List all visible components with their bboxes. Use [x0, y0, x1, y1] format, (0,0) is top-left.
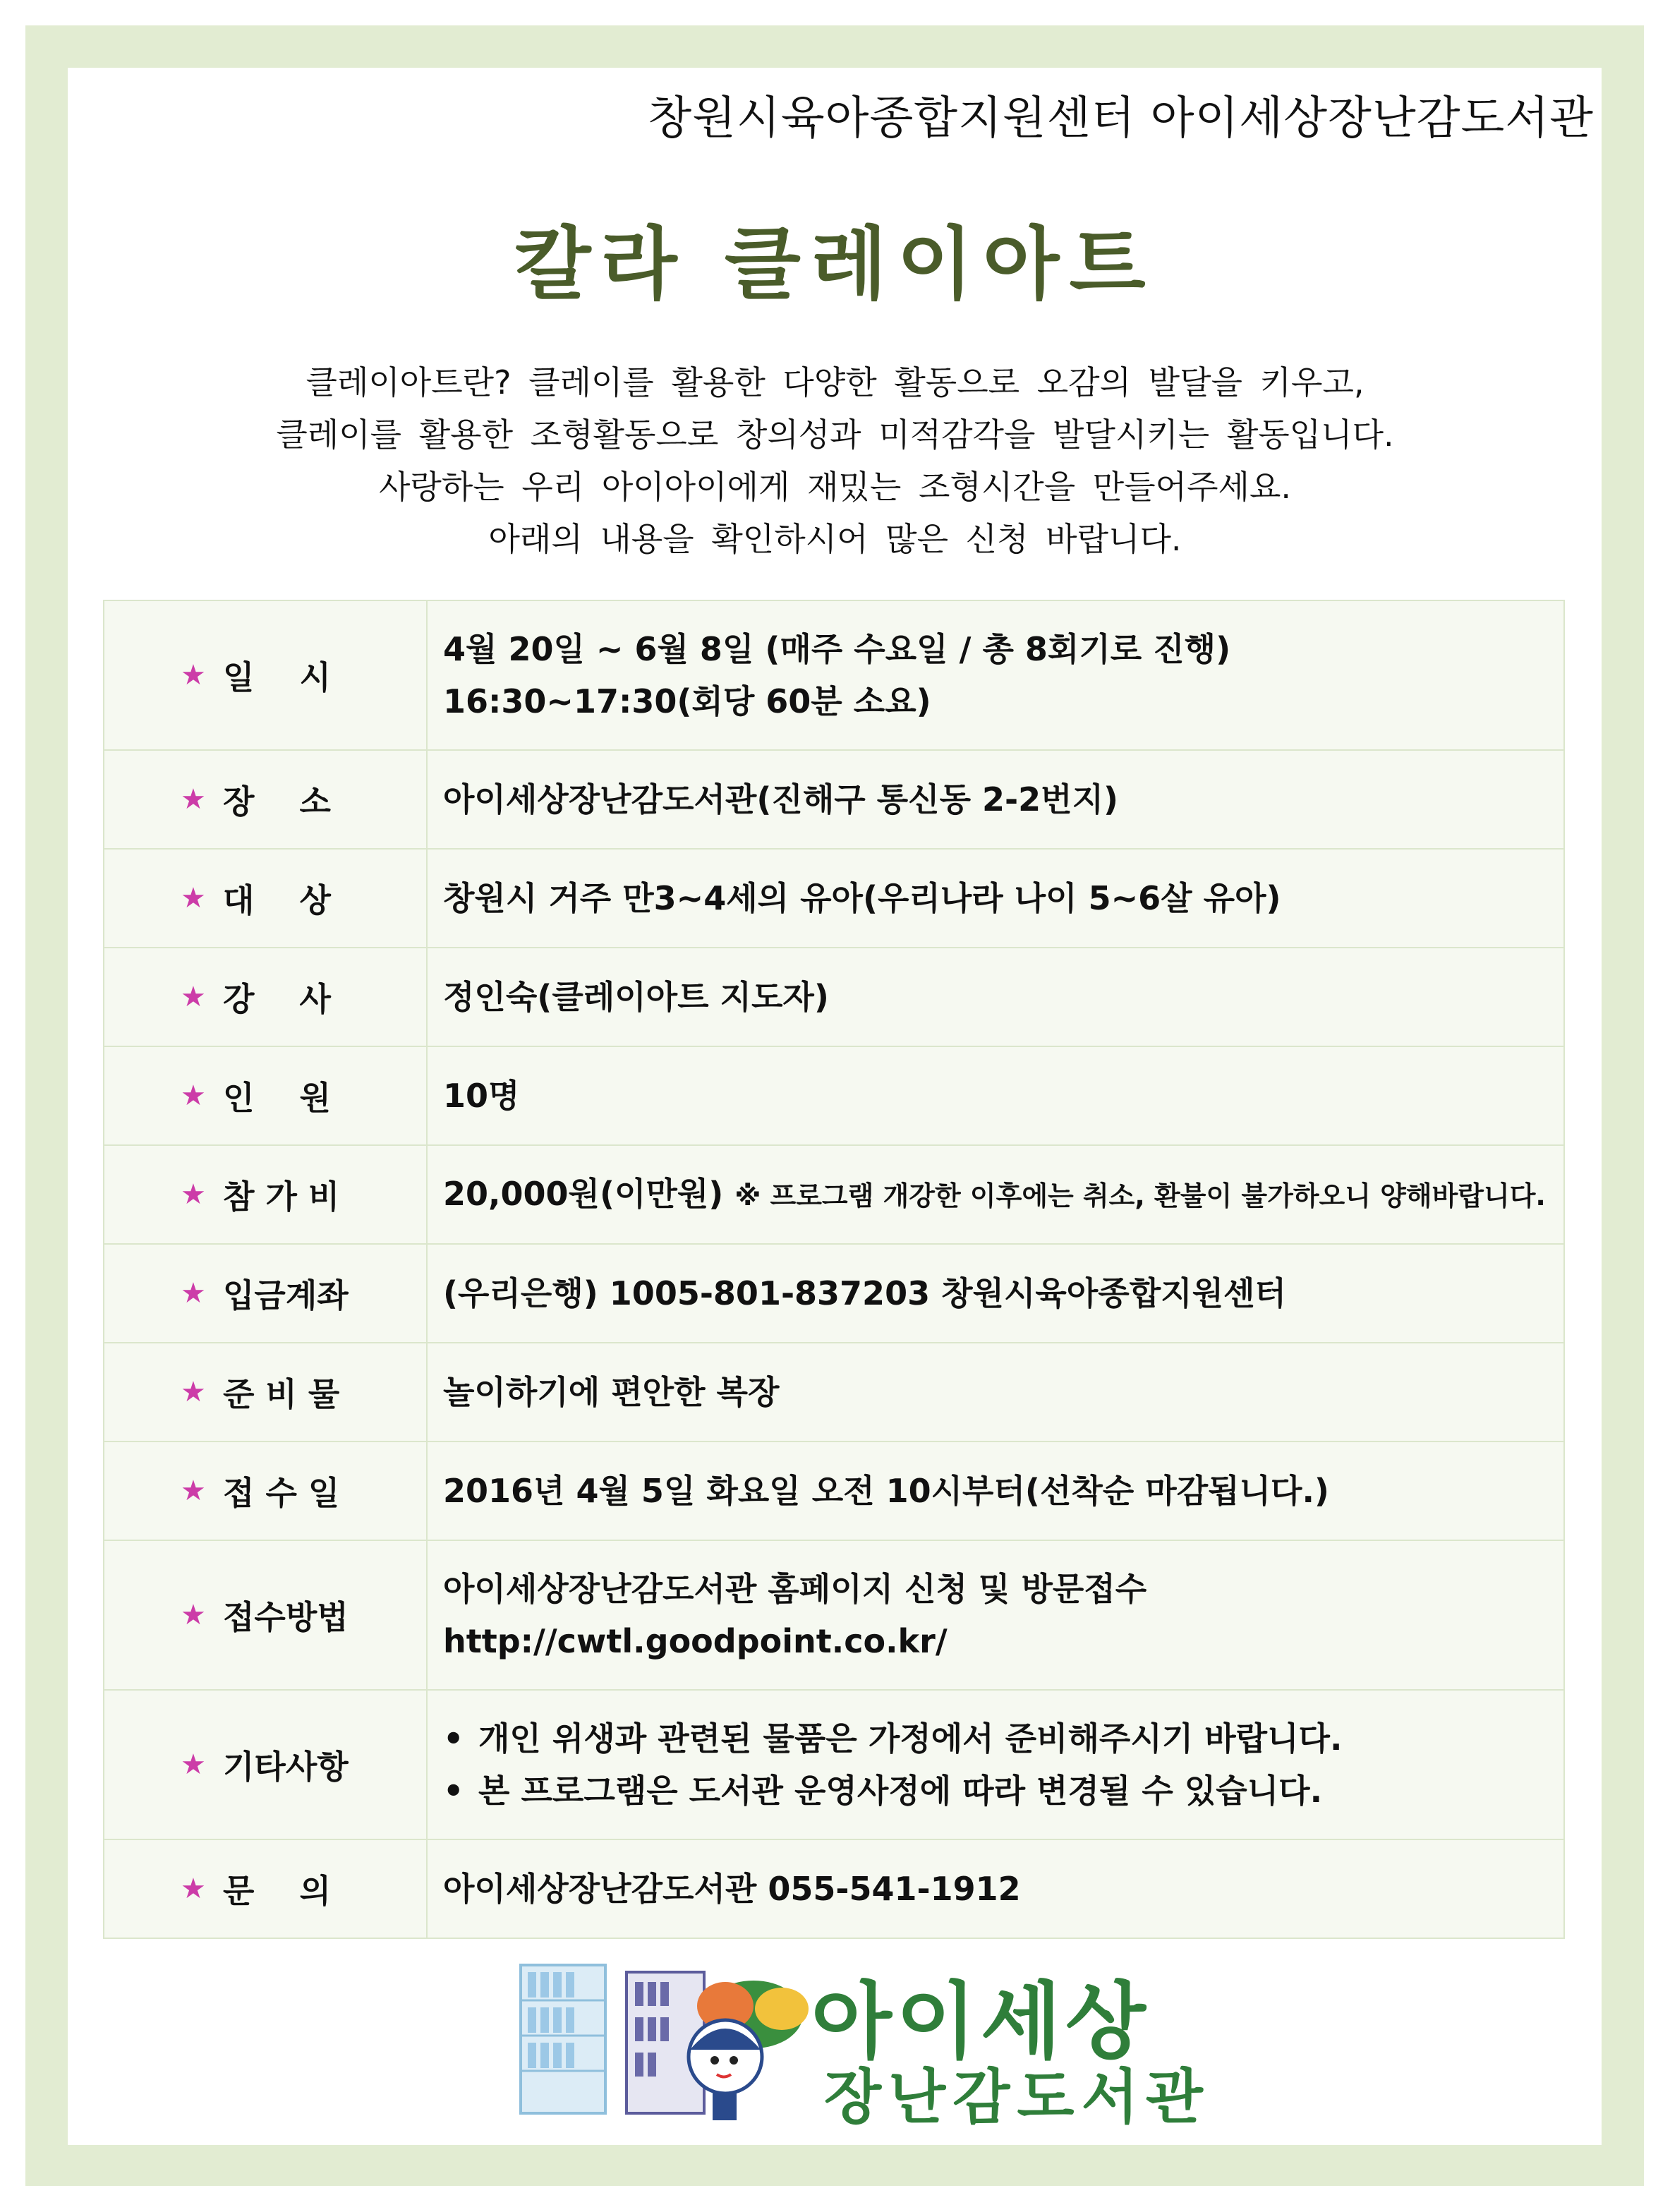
- value-line: (우리은행) 1005-801-837203 창원시육아종합지원센터: [443, 1274, 1286, 1312]
- row-value: [427, 1145, 1564, 1244]
- value-line: 놀이하기에 편안한 복장: [443, 1373, 780, 1411]
- value-line: 아이세상장난감도서관(진해구 통신동 2-2번지): [443, 780, 1119, 818]
- star-icon: ★: [181, 1376, 206, 1408]
- table-row: [104, 1690, 1564, 1839]
- star-icon: ★: [181, 882, 206, 914]
- row-label: ★ 접 수 일: [104, 1442, 427, 1540]
- table-row: [104, 1046, 1564, 1145]
- value-line: 창원시 거주 만3~4세의 유아(우리나라 나이 5~6살 유아): [443, 879, 1281, 917]
- value-line: 16:30~17:30(회당 60분 소요): [443, 682, 931, 720]
- table-row: [104, 1343, 1564, 1442]
- row-label: ★ 장 소: [104, 750, 427, 849]
- program-info-table: [103, 600, 1565, 1939]
- star-icon: ★: [181, 1599, 206, 1631]
- value-line: 4월 20일 ~ 6월 8일 (매주 수요일 / 총 8회기로 진행): [443, 630, 1231, 668]
- star-icon: ★: [181, 1475, 206, 1507]
- list-item: • 개인 위생과 관련된 물품은 가정에서 준비해주시기 바랍니다.: [443, 1712, 1563, 1765]
- row-label: ★ 문 의: [104, 1839, 427, 1938]
- row-label: ★ 입금계좌: [104, 1244, 427, 1343]
- bookshelf-icon: [521, 1965, 605, 2113]
- value-line: 아이세상장난감도서관 홈페이지 신청 및 방문접수: [443, 1570, 1147, 1608]
- list-item: • 본 프로그램은 도서관 운영사정에 따라 변경될 수 있습니다.: [443, 1765, 1563, 1817]
- row-value: [427, 1244, 1564, 1343]
- row-value: [427, 750, 1564, 849]
- row-value: [427, 1540, 1564, 1690]
- logo-subtitle: 장난감도서관: [824, 2062, 1210, 2132]
- mascot-icon: [689, 1981, 809, 2120]
- table-row: [104, 1244, 1564, 1343]
- row-label: ★ 기타사항: [104, 1690, 427, 1839]
- row-label: ★ 강 사: [104, 948, 427, 1046]
- row-label: ★ 대 상: [104, 849, 427, 948]
- bullet-icon: •: [443, 1720, 464, 1758]
- star-icon: ★: [181, 981, 206, 1013]
- table-row: [104, 1442, 1564, 1540]
- row-value: [427, 1690, 1564, 1839]
- row-value: [427, 1343, 1564, 1442]
- table-row: [104, 948, 1564, 1046]
- star-icon: ★: [181, 659, 206, 691]
- table-row: [104, 750, 1564, 849]
- row-value: [427, 948, 1564, 1046]
- page-title: 칼라 클레이아트: [514, 219, 1156, 310]
- intro-line: 사랑하는 우리 아이아이에게 재밌는 조형시간을 만들어주세요.: [378, 468, 1292, 506]
- organization-name: 창원시육아종합지원센터 아이세상장난감도서관: [648, 92, 1594, 145]
- star-icon: ★: [181, 1178, 206, 1211]
- bullet-icon: •: [443, 1772, 464, 1810]
- value-line: 20,000원(이만원): [443, 1174, 724, 1213]
- row-value: [427, 600, 1564, 750]
- row-value: [427, 849, 1564, 948]
- value-line: 아이세상장난감도서관 055-541-1912: [443, 1870, 1021, 1908]
- value-line: 10명: [443, 1077, 520, 1115]
- table-row: [104, 849, 1564, 948]
- row-label: ★ 접수방법: [104, 1540, 427, 1690]
- star-icon: ★: [181, 1748, 206, 1781]
- row-value: [427, 1839, 1564, 1938]
- logo-title: 아이세상: [811, 1973, 1150, 2070]
- star-icon: ★: [181, 1080, 206, 1112]
- star-icon: ★: [181, 783, 206, 816]
- star-icon: ★: [181, 1873, 206, 1905]
- refund-note: ※ 프로그램 개강한 이후에는 취소, 환불이 불가하오니 양해바랍니다.: [734, 1180, 1546, 1211]
- intro-line: 클레이아트란? 클레이를 활용한 다양한 활동으로 오감의 발달을 키우고,: [305, 363, 1365, 401]
- homepage-link[interactable]: http://cwtl.goodpoint.co.kr/: [443, 1622, 948, 1660]
- intro-line: 클레이를 활용한 조형활동으로 창의성과 미적감각을 발달시키는 활동입니다.: [276, 416, 1394, 454]
- row-label: ★ 참 가 비: [104, 1145, 427, 1244]
- intro-text: [0, 356, 1670, 565]
- value-line: 정인숙(클레이아트 지도자): [443, 978, 829, 1016]
- row-label: ★ 준 비 물: [104, 1343, 427, 1442]
- table-row: [104, 1839, 1564, 1938]
- row-value: [427, 1442, 1564, 1540]
- intro-line: 아래의 내용을 확인하시어 많은 신청 바랍니다.: [488, 520, 1182, 558]
- table-row: [104, 1540, 1564, 1690]
- table-row: [104, 600, 1564, 750]
- row-value: [427, 1046, 1564, 1145]
- table-row: [104, 1145, 1564, 1244]
- star-icon: ★: [181, 1277, 206, 1310]
- value-line: 2016년 4월 5일 화요일 오전 10시부터(선착순 마감됩니다.): [443, 1472, 1329, 1510]
- row-label: ★ 일 시: [104, 600, 427, 750]
- row-label: ★ 인 원: [104, 1046, 427, 1145]
